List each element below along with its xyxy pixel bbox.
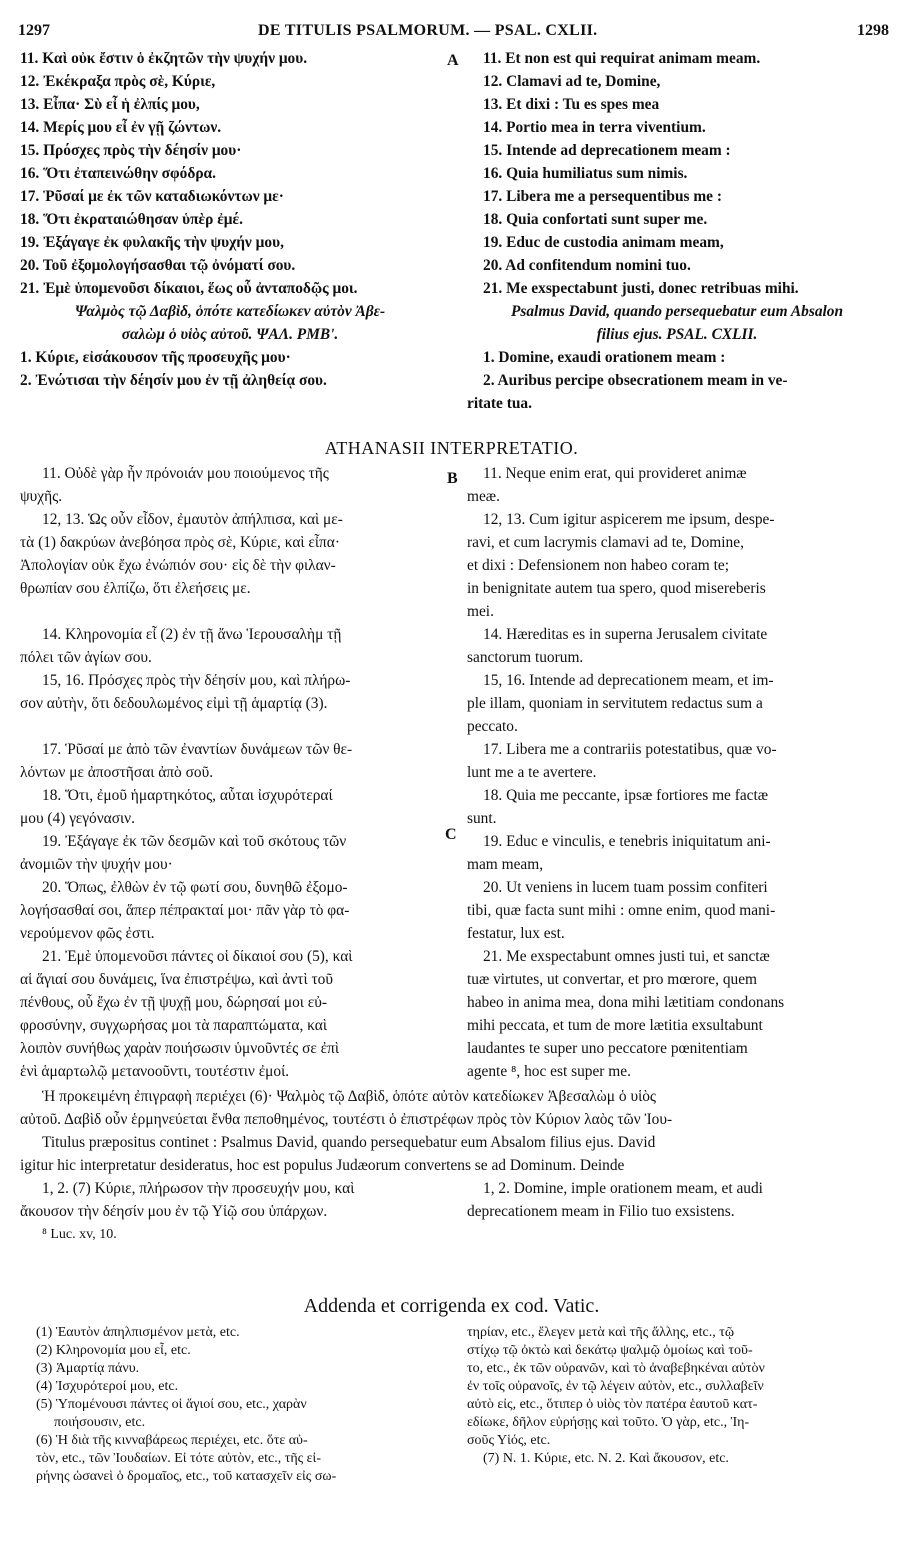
section-heading: ATHANASII INTERPRETATIO. [324, 438, 579, 458]
verse-line: 14. Portio mea in terra viventium. [483, 119, 706, 136]
note-line: (7) N. 1. Κύριε, etc. N. 2. Καὶ ἄκουσον, etc. [483, 1451, 729, 1466]
text-line: λοιπὸν συνήθως χαρὰν ποιήσωσιν ὑμνοῦντές σε ἐπὶ [20, 1040, 340, 1057]
text-line: agente ⁸, hoc est super me. [467, 1063, 631, 1080]
text-line: λόντων με ἀποστῆσαι ἀπὸ σοῦ. [20, 764, 214, 781]
psalm-title-greek: Ψαλμὸς τῷ Δαβὶδ, ὁπότε κατεδίωκεν αὐτὸν Ἀβε- [74, 303, 386, 320]
verse-line: 12. Ἐκέκραξα πρὸς σὲ, Κύριε, [20, 73, 216, 90]
text-line: sanctorum tuorum. [467, 649, 584, 666]
verse-line: 15. Intende ad deprecationem meam : [483, 142, 731, 159]
note-line: το, etc., ἐκ τῶν οὐρανῶν, καὶ τὸ ἀναβεβηκέναι αὐτὸν [467, 1361, 765, 1376]
text-line: 12, 13. Ὡς οὖν εἶδον, ἐμαυτὸν ἀπήλπισα, καὶ με- [42, 511, 343, 528]
verse-line: ritate tua. [467, 395, 532, 412]
page-number-left: 1297 [18, 22, 50, 39]
text-line [20, 600, 440, 623]
final-greek-block [20, 1177, 440, 1246]
text-line: πένθους, οὗ ἔχω ἐν τῇ ψυχῇ μου, δώρησαί μοι εὐ- [20, 994, 327, 1011]
note-line: ἐν τοῖς οὐρανοῖς, ἐν τῷ λέγειν αὐτὸν, etc., συλλαβεῖν [467, 1379, 764, 1394]
text-line: πόλει τῶν ἁγίων σου. [20, 649, 152, 666]
addenda-heading: Addenda et corrigenda ex cod. Vatic. [303, 1295, 600, 1317]
verse-line: 16. Quia humiliatus sum nimis. [483, 165, 688, 182]
text-line: mei. [467, 603, 494, 620]
note-line: τηρίαν, etc., ἔλεγεν μετὰ καὶ τῆς ἄλλης, etc., τῷ [467, 1325, 735, 1340]
text-line: θρωπίαν σου ἐλπίζω, ὅτι ἐλεήσεις με. [20, 580, 251, 597]
commentary-greek-line: αὐτοῦ. Δαβὶδ οὖν ἑρμηνεύεται ἔνθα πεποθημένος, τουτέστι ὁ ἐπιστρέφων πρὸς τὸν Κύριον λαὸς τῶν Ἰου- [20, 1111, 673, 1128]
note-line: (1) Ἑαυτὸν ἀπηλπισμένον μετὰ, etc. [36, 1325, 240, 1340]
text-line: 21. Me exspectabunt omnes justi tui, et sanctæ [483, 948, 770, 965]
text-line: Ἀπολογίαν οὐκ ἔχω ἐνώπιόν σου· εἰς δὲ τὴν φιλαν- [20, 557, 336, 574]
top-latin-column [467, 47, 887, 415]
text-line: 18. Ὅτι, ἐμοῦ ἡμαρτηκότος, αὗται ἰσχυρότεραί [42, 787, 333, 804]
verse-line: 18. Quia confortati sunt super me. [483, 211, 708, 228]
note-line: τὸν, etc., τῶν Ἰουδαίων. Εἰ τότε αὐτὸν, etc., τῆς εἰ- [36, 1451, 321, 1466]
text-line: 19. Ἐξάγαγε ἐκ τῶν δεσμῶν καὶ τοῦ σκότους τῶν [42, 833, 347, 850]
text-line: 11. Οὐδὲ γὰρ ἦν πρόνοιάν μου ποιούμενος τῆς [42, 465, 329, 482]
margin-letter-a: A [447, 52, 459, 69]
text-line [20, 715, 440, 738]
text-line: 12, 13. Cum igitur aspicerem me ipsum, despe- [483, 511, 775, 528]
final-latin-block [467, 1177, 887, 1223]
full-width-commentary [20, 1085, 885, 1177]
verse-line: 16. Ὅτι ἐταπεινώθην σφόδρα. [20, 165, 216, 182]
text-line: 18. Quia me peccante, ipsæ fortiores me factæ [483, 787, 769, 804]
page-header [18, 22, 889, 44]
verse-line: 21. Ἐμὲ ὑπομενοῦσι δίκαιοι, ἕως οὗ ἀνταποδῷς μοι. [20, 280, 358, 297]
text-line: tuæ virtutes, ut convertar, et pro mœrore, quem [467, 971, 758, 988]
text-line: 19. Educ e vinculis, e tenebris iniquitatum ani- [483, 833, 771, 850]
text-line: 21. Ἐμὲ ὑπομενοῦσι πάντες οἱ δίκαιοί σου (5), καὶ [42, 948, 353, 965]
text-line: αἱ ἅγιαί σου δυνάμεις, ἵνα ἐπιστρέψω, καὶ ἀντὶ τοῦ [20, 971, 333, 988]
verse-line: 1. Κύριε, εἰσάκουσον τῆς προσευχῆς μου· [20, 349, 291, 366]
text-line: τὰ (1) δακρύων ἀνεβόησα πρὸς σὲ, Κύριε, καὶ εἶπα· [20, 534, 340, 551]
verse-line: 19. Ἐξάγαγε ἐκ φυλακῆς τὴν ψυχήν μου, [20, 234, 284, 251]
verse-line: 20. Ad confitendum nomini tuo. [483, 257, 691, 274]
text-line: mam meam, [467, 856, 544, 873]
verse-line: 17. Ῥῦσαί με ἐκ τῶν καταδιωκόντων με· [20, 188, 284, 205]
note-line: σοῦς Υἱός, etc. [467, 1433, 551, 1448]
text-line: ple illam, quoniam in servitutem redactus sum a [467, 695, 763, 712]
verse-line: 20. Τοῦ ἐξομολογήσασθαι τῷ ὀνόματί σου. [20, 257, 296, 274]
text-line: deprecationem meam in Filio tuo exsistens. [467, 1203, 735, 1220]
text-line: 1, 2. Domine, imple orationem meam, et audi [483, 1180, 763, 1197]
note-line: ρήνης ὡσανεὶ ὁ δρομαῖος, etc., τοῦ κατασχεῖν εἰς σω- [36, 1469, 337, 1484]
text-line: ψυχῆς. [20, 488, 63, 505]
verse-line: 17. Libera me a persequentibus me : [483, 188, 722, 205]
text-line: tibi, quæ facta sunt mihi : omne enim, quod mani- [467, 902, 776, 919]
text-line: 17. Ῥῦσαί με ἀπὸ τῶν ἐναντίων δυνάμεων τῶν θε- [42, 741, 353, 758]
verse-line: 2. Ἐνώτισαι τὴν δέησίν μου ἐν τῇ ἀληθείᾳ σου. [20, 372, 327, 389]
text-line: 1, 2. (7) Κύριε, πλήρωσον τὴν προσευχήν μου, καὶ [42, 1180, 355, 1197]
text-line: 15, 16. Πρόσχες πρὸς τὴν δέησίν μου, καὶ πλήρω- [42, 672, 351, 689]
text-line: 14. Hæreditas es in superna Jerusalem civitate [483, 626, 768, 643]
interpretation-latin-column [467, 462, 887, 1083]
text-line: φροσύνην, συγχωρήσας μοι τὰ παραπτώματα, καὶ [20, 1017, 327, 1034]
text-line: meæ. [467, 488, 500, 505]
verse-line: 18. Ὅτι ἐκραταιώθησαν ὑπὲρ ἐμέ. [20, 211, 243, 228]
verse-line: 21. Me exspectabunt justi, donec retribuas mihi. [483, 280, 799, 297]
text-line: 14. Κληρονομία εἶ (2) ἐν τῇ ἄνω Ἱερουσαλὴμ τῇ [42, 626, 342, 643]
text-line: ravi, et cum lacrymis clamavi ad te, Domine, [467, 534, 744, 551]
text-line: νερούμενον φῶς ἐστι. [20, 925, 155, 942]
text-line: ἄκουσον τὴν δέησίν μου ἐν τῷ Υἱῷ σου ὑπάρχων. [20, 1203, 328, 1220]
text-line: λογήσασθαί σοι, ἅπερ πέπρακταί μοι· πᾶν γὰρ τὸ φα- [20, 902, 350, 919]
note-line: εδίωκε, δῆλον εὑρήσῃς καὶ τοῦτο. Ὁ γὰρ, etc., Ἰη- [467, 1415, 750, 1430]
note-line: αὐτὸ εἰς, etc., ὅτιπερ ὁ υἱὸς τὸν πατέρα ἑαυτοῦ κατ- [467, 1397, 758, 1412]
margin-letter-b: B [447, 470, 458, 487]
text-line: ἀνομιῶν τὴν ψυχήν μου· [20, 856, 173, 873]
footnote: ⁸ Luc. xv, 10. [42, 1227, 117, 1242]
text-line: 11. Neque enim erat, qui provideret animæ [483, 465, 747, 482]
text-line: peccato. [467, 718, 518, 735]
verse-line: 11. Καὶ οὐκ ἔστιν ὁ ἐκζητῶν τὴν ψυχήν μου. [20, 50, 308, 67]
text-line: laudantes te super uno peccatore pœnitentiam [467, 1040, 748, 1057]
text-line: in benignitate autem tua spero, quod misereberis [467, 580, 766, 597]
verse-line: 14. Μερίς μου εἶ ἐν γῇ ζώντων. [20, 119, 222, 136]
verse-line: 13. Et dixi : Tu es spes mea [483, 96, 660, 113]
text-line: 17. Libera me a contrariis potestatibus, quæ vo- [483, 741, 777, 758]
verse-line: 2. Auribus percipe obsecrationem meam in ve- [483, 372, 788, 389]
psalm-title-greek: σαλὼμ ὁ υἱὸς αὐτοῦ. ΨΑΛ. ΡΜΒʹ. [121, 326, 339, 343]
note-line: (6) Ἡ διὰ τῆς κινναβάρεως περιέχει, etc. ὅτε αὐ- [36, 1433, 308, 1448]
commentary-latin-line: Titulus præpositus continet : Psalmus David, quando persequebatur eum Absalom filius ejus. David [42, 1134, 656, 1151]
commentary-greek-line: Ἡ προκειμένη ἐπιγραφὴ περιέχει (6)· Ψαλμὸς τῷ Δαβὶδ, ὁπότε αὐτὸν κατεδίωκεν Ἀβεσαλὼμ ὁ υἱὸς [42, 1088, 657, 1105]
text-line: et dixi : Defensionem non habeo coram te; [467, 557, 729, 574]
text-line: ἑνὶ ἁμαρτωλῷ μετανοοῦντι, τουτέστιν ἐμοί. [20, 1063, 290, 1080]
text-line: sunt. [467, 810, 497, 827]
interpretation-greek-column [20, 462, 440, 1083]
verse-line: 12. Clamavi ad te, Domine, [483, 73, 661, 90]
verse-line: 19. Educ de custodia animam meam, [483, 234, 724, 251]
note-line: (5) Ὑπομένουσι πάντες οἱ ἅγιοί σου, etc., χαρὰν [36, 1397, 307, 1412]
psalm-title-latin: filius ejus. PSAL. CXLII. [596, 326, 758, 343]
verse-line: 11. Et non est qui requirat animam meam. [483, 50, 761, 67]
verse-line: 13. Εἶπα· Σὺ εἶ ἡ ἐλπίς μου, [20, 96, 200, 113]
text-line: σον αὐτὴν, ὅτι δεδουλωμένος εἰμὶ τῇ ἁμαρτίᾳ (3). [20, 695, 328, 712]
text-line: habeo in anima mea, dona mihi lætitiam condonans [467, 994, 785, 1011]
running-title: DE TITULIS PSALMORUM. — PSAL. CXLII. [258, 22, 598, 39]
verse-line: 15. Πρόσχες πρὸς τὴν δέησίν μου· [20, 142, 242, 159]
note-line: στίχῳ τῷ ὀκτὼ καὶ δεκάτῳ ψαλμῷ ὁμοίως καὶ τοῦ- [467, 1343, 753, 1358]
addenda-left-column [36, 1324, 446, 1486]
page-number-right: 1298 [857, 22, 889, 39]
note-line: (3) Ἁμαρτίᾳ πάνυ. [36, 1361, 140, 1376]
text-line: festatur, lux est. [467, 925, 565, 942]
text-line: 20. Ὅπως, ἐλθὼν ἐν τῷ φωτί σου, δυνηθῶ ἐξομο- [42, 879, 348, 896]
text-line: mihi peccata, et tum de more lætitia exsultabunt [467, 1017, 763, 1034]
psalm-title-latin: Psalmus David, quando persequebatur eum Absalon [510, 303, 844, 320]
text-line: 20. Ut veniens in lucem tuam possim confiteri [483, 879, 768, 896]
note-line: (4) Ἰσχυρότεροί μου, etc. [36, 1379, 179, 1394]
text-line: lunt me a te avertere. [467, 764, 597, 781]
note-line: ποιήσουσιν, etc. [54, 1415, 146, 1430]
verse-line: 1. Domine, exaudi orationem meam : [483, 349, 726, 366]
text-line: μου (4) γεγόνασιν. [20, 810, 135, 827]
note-line: (2) Κληρονομία μου εἶ, etc. [36, 1343, 191, 1358]
addenda-right-column [467, 1324, 887, 1468]
top-greek-column [20, 47, 440, 392]
margin-letter-c: C [445, 826, 457, 843]
commentary-latin-line: igitur hic interpretatur desideratus, hoc est populus Judæorum convertens se ad Dominum. Deinde [20, 1157, 625, 1174]
text-line: 15, 16. Intende ad deprecationem meam, et im- [483, 672, 774, 689]
